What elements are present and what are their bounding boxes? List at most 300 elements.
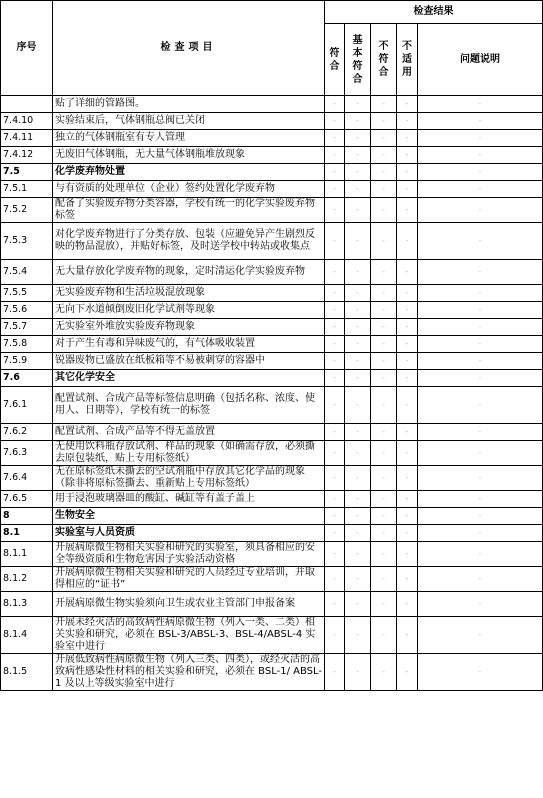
cell-marker: - bbox=[478, 133, 482, 142]
basic-conform-cell[interactable] bbox=[345, 567, 371, 592]
conform-cell[interactable] bbox=[325, 370, 345, 387]
cell-marker: - bbox=[356, 305, 359, 314]
conform-cell[interactable] bbox=[325, 387, 345, 424]
notes-cell[interactable] bbox=[418, 654, 543, 691]
check-item: 用于浸泡玻璃器皿的酸缸、碱缸等有盖子盖上 bbox=[53, 491, 325, 508]
conform-cell[interactable] bbox=[325, 654, 345, 691]
cell-marker: - bbox=[382, 448, 385, 457]
cell-marker: - bbox=[356, 236, 359, 245]
row-index: 7.5 bbox=[1, 164, 53, 181]
cell-marker: - bbox=[356, 511, 359, 520]
row-index: 7.6 bbox=[1, 370, 53, 387]
cell-marker: - bbox=[405, 427, 409, 436]
notes-cell[interactable] bbox=[418, 260, 543, 285]
cell-marker: - bbox=[405, 150, 409, 159]
row-index: 7.6.1 bbox=[1, 387, 53, 424]
cell-marker: - bbox=[405, 356, 409, 365]
conform-cell[interactable] bbox=[325, 592, 345, 617]
nonconform-cell[interactable] bbox=[371, 387, 397, 424]
cell-marker: - bbox=[405, 116, 409, 125]
nonconform-cell[interactable] bbox=[371, 508, 397, 525]
not-applicable-cell[interactable] bbox=[397, 617, 418, 654]
check-item: 无废旧气体钢瓶，无大量气体钢瓶堆放现象 bbox=[53, 147, 325, 164]
nonconform-cell[interactable] bbox=[371, 424, 397, 441]
header-notes: 问题说明 bbox=[418, 24, 543, 96]
check-item: 无实验废弃物和生活垃圾混放现象 bbox=[53, 285, 325, 302]
row-index: 7.4.12 bbox=[1, 147, 53, 164]
cell-marker: - bbox=[382, 305, 385, 314]
notes-cell[interactable] bbox=[418, 285, 543, 302]
cell-marker: - bbox=[382, 373, 385, 382]
notes-cell[interactable] bbox=[418, 441, 543, 466]
basic-conform-cell[interactable] bbox=[345, 302, 371, 319]
notes-cell[interactable] bbox=[418, 424, 543, 441]
notes-cell[interactable] bbox=[418, 592, 543, 617]
check-item: 配置试剂、合成产品等不得无盖放置 bbox=[53, 424, 325, 441]
cell-marker: - bbox=[333, 205, 336, 214]
basic-conform-cell[interactable] bbox=[345, 260, 371, 285]
not-applicable-cell[interactable] bbox=[397, 466, 418, 491]
cell-marker: - bbox=[356, 205, 359, 214]
nonconform-cell[interactable] bbox=[371, 491, 397, 508]
table-row bbox=[1, 491, 543, 508]
cell-marker: - bbox=[478, 473, 482, 482]
cell-marker: - bbox=[478, 494, 482, 503]
basic-conform-cell[interactable] bbox=[345, 542, 371, 567]
section-row bbox=[1, 508, 543, 525]
nonconform-cell[interactable] bbox=[371, 260, 397, 285]
nonconform-cell[interactable] bbox=[371, 617, 397, 654]
table-body bbox=[1, 96, 543, 691]
row-index: 8.1 bbox=[1, 525, 53, 542]
conform-cell[interactable] bbox=[325, 130, 345, 147]
notes-cell[interactable] bbox=[418, 508, 543, 525]
not-applicable-cell[interactable] bbox=[397, 441, 418, 466]
cell-marker: - bbox=[405, 133, 409, 142]
basic-conform-cell[interactable] bbox=[345, 654, 371, 691]
check-item: 贴了详细的管路图。 bbox=[53, 96, 325, 113]
not-applicable-cell[interactable] bbox=[397, 113, 418, 130]
cell-marker: - bbox=[333, 167, 336, 176]
not-applicable-cell[interactable] bbox=[397, 302, 418, 319]
not-applicable-cell[interactable] bbox=[397, 387, 418, 424]
table-row bbox=[1, 441, 543, 466]
check-item: 配置试剂、合成产品等标签信息明确（包括名称、浓度、使用人、日期等），学校有统一的标签 bbox=[53, 387, 325, 424]
notes-cell[interactable] bbox=[418, 525, 543, 542]
table-row bbox=[1, 198, 543, 223]
section-title: 化学废弃物处置 bbox=[53, 164, 325, 181]
table-row bbox=[1, 181, 543, 198]
table-row bbox=[1, 592, 543, 617]
cell-marker: - bbox=[356, 150, 359, 159]
row-index: 7.5.5 bbox=[1, 285, 53, 302]
cell-marker: - bbox=[382, 205, 385, 214]
not-applicable-cell[interactable] bbox=[397, 130, 418, 147]
row-index: 8 bbox=[1, 508, 53, 525]
cell-marker: - bbox=[356, 133, 359, 142]
conform-cell[interactable] bbox=[325, 164, 345, 181]
nonconform-cell[interactable] bbox=[371, 466, 397, 491]
cell-marker: - bbox=[333, 528, 336, 537]
conform-cell[interactable] bbox=[325, 525, 345, 542]
cell-marker: - bbox=[478, 167, 482, 176]
basic-conform-cell[interactable] bbox=[345, 387, 371, 424]
cell-marker: - bbox=[405, 339, 409, 348]
not-applicable-cell[interactable] bbox=[397, 353, 418, 370]
conform-cell[interactable] bbox=[325, 302, 345, 319]
check-item: 锐器废物已盛放在纸板箱等不易被刺穿的容器中 bbox=[53, 353, 325, 370]
cell-marker: - bbox=[333, 184, 336, 193]
check-item: 独立的气体钢瓶室有专人管理 bbox=[53, 130, 325, 147]
cell-marker: - bbox=[478, 599, 482, 608]
header-index: 序号 bbox=[1, 1, 53, 96]
conform-cell[interactable] bbox=[325, 260, 345, 285]
conform-cell[interactable] bbox=[325, 147, 345, 164]
cell-marker: - bbox=[356, 599, 359, 608]
row-index: 8.1.2 bbox=[1, 567, 53, 592]
notes-cell[interactable] bbox=[418, 387, 543, 424]
cell-marker: - bbox=[405, 167, 409, 176]
not-applicable-cell[interactable] bbox=[397, 260, 418, 285]
section-title: 生物安全 bbox=[53, 508, 325, 525]
notes-cell[interactable] bbox=[418, 164, 543, 181]
nonconform-cell[interactable] bbox=[371, 567, 397, 592]
not-applicable-cell[interactable] bbox=[397, 525, 418, 542]
cell-marker: - bbox=[333, 116, 336, 125]
cell-marker: - bbox=[405, 473, 409, 482]
conform-cell[interactable] bbox=[325, 336, 345, 353]
basic-conform-cell[interactable] bbox=[345, 285, 371, 302]
cell-marker: - bbox=[405, 630, 409, 639]
notes-cell[interactable] bbox=[418, 353, 543, 370]
cell-marker: - bbox=[333, 373, 336, 382]
conform-cell[interactable] bbox=[325, 424, 345, 441]
row-index: 7.5.8 bbox=[1, 336, 53, 353]
not-applicable-cell[interactable] bbox=[397, 223, 418, 260]
notes-cell[interactable] bbox=[418, 491, 543, 508]
nonconform-cell[interactable] bbox=[371, 96, 397, 113]
conform-cell[interactable] bbox=[325, 223, 345, 260]
cell-marker: - bbox=[382, 356, 385, 365]
notes-cell[interactable] bbox=[418, 567, 543, 592]
conform-cell[interactable] bbox=[325, 466, 345, 491]
notes-cell[interactable] bbox=[418, 96, 543, 113]
conform-cell[interactable] bbox=[325, 542, 345, 567]
section-row bbox=[1, 525, 543, 542]
cell-marker: - bbox=[356, 373, 359, 382]
nonconform-cell[interactable] bbox=[371, 181, 397, 198]
notes-cell[interactable] bbox=[418, 113, 543, 130]
basic-conform-cell[interactable] bbox=[345, 592, 371, 617]
cell-marker: - bbox=[356, 667, 359, 676]
not-applicable-cell[interactable] bbox=[397, 424, 418, 441]
cell-marker: - bbox=[333, 473, 336, 482]
conform-cell[interactable] bbox=[325, 441, 345, 466]
check-item: 无使用饮料瓶存放试剂、样品的现象（如确需存放，必须撕去原包装纸，贴上专用标签纸） bbox=[53, 441, 325, 466]
table-row bbox=[1, 96, 543, 113]
row-index: 7.6.3 bbox=[1, 441, 53, 466]
nonconform-cell[interactable] bbox=[371, 147, 397, 164]
cell-marker: - bbox=[478, 448, 482, 457]
nonconform-cell[interactable] bbox=[371, 525, 397, 542]
section-row bbox=[1, 370, 543, 387]
basic-conform-cell[interactable] bbox=[345, 181, 371, 198]
basic-conform-cell[interactable] bbox=[345, 353, 371, 370]
cell-marker: - bbox=[405, 599, 409, 608]
table-row bbox=[1, 285, 543, 302]
basic-conform-cell[interactable] bbox=[345, 466, 371, 491]
notes-cell[interactable] bbox=[418, 181, 543, 198]
cell-marker: - bbox=[478, 305, 482, 314]
nonconform-cell[interactable] bbox=[371, 198, 397, 223]
basic-conform-cell[interactable] bbox=[345, 336, 371, 353]
not-applicable-cell[interactable] bbox=[397, 336, 418, 353]
nonconform-cell[interactable] bbox=[371, 592, 397, 617]
check-item: 开展病原微生物相关实验和研究的人员经过专业培训，并取得相应的“证书” bbox=[53, 567, 325, 592]
nonconform-cell[interactable] bbox=[371, 113, 397, 130]
not-applicable-cell[interactable] bbox=[397, 370, 418, 387]
check-item: 开展病原微生物实验须向卫生或农业主管部门申报备案 bbox=[53, 592, 325, 617]
cell-marker: - bbox=[382, 116, 385, 125]
notes-cell[interactable] bbox=[418, 130, 543, 147]
basic-conform-cell[interactable] bbox=[345, 164, 371, 181]
header-conform-text: 符合 bbox=[329, 47, 340, 72]
not-applicable-cell[interactable] bbox=[397, 508, 418, 525]
cell-marker: - bbox=[356, 473, 359, 482]
table-row bbox=[1, 567, 543, 592]
table-row bbox=[1, 353, 543, 370]
conform-cell[interactable] bbox=[325, 285, 345, 302]
conform-cell[interactable] bbox=[325, 353, 345, 370]
conform-cell[interactable] bbox=[325, 113, 345, 130]
cell-marker: - bbox=[333, 427, 336, 436]
nonconform-cell[interactable] bbox=[371, 223, 397, 260]
table-row bbox=[1, 654, 543, 691]
cell-marker: - bbox=[356, 427, 359, 436]
table-row bbox=[1, 466, 543, 491]
row-index: 7.5.9 bbox=[1, 353, 53, 370]
row-index: 7.4.11 bbox=[1, 130, 53, 147]
cell-marker: - bbox=[382, 339, 385, 348]
cell-marker: - bbox=[478, 356, 482, 365]
row-index: 7.5.3 bbox=[1, 223, 53, 260]
cell-marker: - bbox=[333, 150, 336, 159]
table-row bbox=[1, 302, 543, 319]
cell-marker: - bbox=[333, 267, 336, 276]
table-row bbox=[1, 260, 543, 285]
cell-marker: - bbox=[478, 574, 482, 583]
cell-marker: - bbox=[356, 288, 359, 297]
basic-conform-cell[interactable] bbox=[345, 147, 371, 164]
cell-marker: - bbox=[405, 267, 409, 276]
not-applicable-cell[interactable] bbox=[397, 181, 418, 198]
cell-marker: - bbox=[333, 448, 336, 457]
check-item: 无在原标签纸未撕去的空试剂瓶中存放其它化学品的现象（除非将原标签撕去、重新贴上专用标签纸） bbox=[53, 466, 325, 491]
nonconform-cell[interactable] bbox=[371, 164, 397, 181]
table-row bbox=[1, 542, 543, 567]
cell-marker: - bbox=[356, 267, 359, 276]
row-index: 7.5.2 bbox=[1, 198, 53, 223]
cell-marker: - bbox=[478, 150, 482, 159]
cell-marker: - bbox=[382, 267, 385, 276]
conform-cell[interactable] bbox=[325, 319, 345, 336]
basic-conform-cell[interactable] bbox=[345, 113, 371, 130]
not-applicable-cell[interactable] bbox=[397, 592, 418, 617]
not-applicable-cell[interactable] bbox=[397, 96, 418, 113]
notes-cell[interactable] bbox=[418, 542, 543, 567]
cell-marker: - bbox=[478, 427, 482, 436]
basic-conform-cell[interactable] bbox=[345, 424, 371, 441]
cell-marker: - bbox=[356, 322, 359, 331]
check-item: 对化学废弃物进行了分类存放、包装（应避免异产生剧烈反映的物品混放），并贴好标签，及时送学校中转站或收集点 bbox=[53, 223, 325, 260]
cell-marker: - bbox=[356, 494, 359, 503]
cell-marker: - bbox=[356, 448, 359, 457]
check-item: 实验结束后，气体钢瓶总阀已关闭 bbox=[53, 113, 325, 130]
not-applicable-cell[interactable] bbox=[397, 654, 418, 691]
cell-marker: - bbox=[333, 99, 336, 108]
nonconform-cell[interactable] bbox=[371, 654, 397, 691]
basic-conform-cell[interactable] bbox=[345, 441, 371, 466]
header-basic-conform-text: 基本符合 bbox=[352, 34, 363, 85]
nonconform-cell[interactable] bbox=[371, 130, 397, 147]
cell-marker: - bbox=[333, 288, 336, 297]
notes-cell[interactable] bbox=[418, 617, 543, 654]
cell-marker: - bbox=[405, 205, 409, 214]
row-index: 7.6.5 bbox=[1, 491, 53, 508]
cell-marker: - bbox=[382, 473, 385, 482]
row-index: 8.1.3 bbox=[1, 592, 53, 617]
basic-conform-cell[interactable] bbox=[345, 198, 371, 223]
basic-conform-cell[interactable] bbox=[345, 96, 371, 113]
nonconform-cell[interactable] bbox=[371, 319, 397, 336]
nonconform-cell[interactable] bbox=[371, 353, 397, 370]
not-applicable-cell[interactable] bbox=[397, 542, 418, 567]
table-row bbox=[1, 617, 543, 654]
cell-marker: - bbox=[333, 574, 336, 583]
basic-conform-cell[interactable] bbox=[345, 617, 371, 654]
cell-marker: - bbox=[333, 133, 336, 142]
section-row bbox=[1, 164, 543, 181]
cell-marker: - bbox=[478, 236, 482, 245]
row-index: 7.5.7 bbox=[1, 319, 53, 336]
not-applicable-cell[interactable] bbox=[397, 319, 418, 336]
cell-marker: - bbox=[333, 549, 336, 558]
cell-marker: - bbox=[382, 236, 385, 245]
basic-conform-cell[interactable] bbox=[345, 130, 371, 147]
cell-marker: - bbox=[356, 116, 359, 125]
notes-cell[interactable] bbox=[418, 466, 543, 491]
cell-marker: - bbox=[333, 494, 336, 503]
nonconform-cell[interactable] bbox=[371, 542, 397, 567]
check-item: 无大量存放化学废弃物的现象，定时清运化学实验废弃物 bbox=[53, 260, 325, 285]
conform-cell[interactable] bbox=[325, 181, 345, 198]
conform-cell[interactable] bbox=[325, 491, 345, 508]
nonconform-cell[interactable] bbox=[371, 285, 397, 302]
cell-marker: - bbox=[478, 288, 482, 297]
notes-cell[interactable] bbox=[418, 370, 543, 387]
table-row bbox=[1, 319, 543, 336]
notes-cell[interactable] bbox=[418, 198, 543, 223]
cell-marker: - bbox=[356, 574, 359, 583]
header-result-group: 检查结果 bbox=[325, 1, 543, 24]
cell-marker: - bbox=[333, 630, 336, 639]
notes-cell[interactable] bbox=[418, 223, 543, 260]
nonconform-cell[interactable] bbox=[371, 370, 397, 387]
row-index bbox=[1, 96, 53, 113]
basic-conform-cell[interactable] bbox=[345, 319, 371, 336]
cell-marker: - bbox=[356, 99, 359, 108]
check-item: 开展低致病性病原微生物（列入三类、四类），或经灭活的高致病性感染性材料的相关实验和研究，必须在 BSL-1/ ABSL-1 及以上等级实验室中进行 bbox=[53, 654, 325, 691]
table-row bbox=[1, 223, 543, 260]
basic-conform-cell[interactable] bbox=[345, 525, 371, 542]
cell-marker: - bbox=[333, 339, 336, 348]
basic-conform-cell[interactable] bbox=[345, 508, 371, 525]
cell-marker: - bbox=[405, 667, 409, 676]
cell-marker: - bbox=[356, 400, 359, 409]
row-index: 7.6.4 bbox=[1, 466, 53, 491]
not-applicable-cell[interactable] bbox=[397, 285, 418, 302]
cell-marker: - bbox=[382, 427, 385, 436]
cell-marker: - bbox=[333, 599, 336, 608]
cell-marker: - bbox=[356, 339, 359, 348]
notes-cell[interactable] bbox=[418, 336, 543, 353]
not-applicable-cell[interactable] bbox=[397, 198, 418, 223]
conform-cell[interactable] bbox=[325, 567, 345, 592]
nonconform-cell[interactable] bbox=[371, 336, 397, 353]
notes-cell[interactable] bbox=[418, 147, 543, 164]
cell-marker: - bbox=[382, 549, 385, 558]
not-applicable-cell[interactable] bbox=[397, 164, 418, 181]
cell-marker: - bbox=[333, 322, 336, 331]
cell-marker: - bbox=[382, 574, 385, 583]
conform-cell[interactable] bbox=[325, 198, 345, 223]
cell-marker: - bbox=[405, 305, 409, 314]
conform-cell[interactable] bbox=[325, 508, 345, 525]
cell-marker: - bbox=[333, 511, 336, 520]
table-row bbox=[1, 147, 543, 164]
notes-cell[interactable] bbox=[418, 319, 543, 336]
header-conform bbox=[325, 24, 345, 96]
header-not-applicable-text: 不适用 bbox=[402, 41, 412, 78]
basic-conform-cell[interactable] bbox=[345, 370, 371, 387]
nonconform-cell[interactable] bbox=[371, 302, 397, 319]
cell-marker: - bbox=[333, 356, 336, 365]
header-item: 检查项目 bbox=[53, 1, 325, 96]
check-item: 配备了实验废弃物分类容器，学校有统一的化学实验废弃物标签 bbox=[53, 198, 325, 223]
table-row bbox=[1, 336, 543, 353]
cell-marker: - bbox=[478, 116, 482, 125]
table-row bbox=[1, 424, 543, 441]
notes-cell[interactable] bbox=[418, 302, 543, 319]
not-applicable-cell[interactable] bbox=[397, 567, 418, 592]
cell-marker: - bbox=[382, 511, 385, 520]
conform-cell[interactable] bbox=[325, 96, 345, 113]
check-item: 与有资质的处理单位（企业）签约处置化学废弃物 bbox=[53, 181, 325, 198]
basic-conform-cell[interactable] bbox=[345, 491, 371, 508]
conform-cell[interactable] bbox=[325, 617, 345, 654]
cell-marker: - bbox=[405, 99, 409, 108]
cell-marker: - bbox=[478, 99, 482, 108]
cell-marker: - bbox=[405, 549, 409, 558]
nonconform-cell[interactable] bbox=[371, 441, 397, 466]
row-index: 8.1.1 bbox=[1, 542, 53, 567]
not-applicable-cell[interactable] bbox=[397, 491, 418, 508]
not-applicable-cell[interactable] bbox=[397, 147, 418, 164]
header-nonconform-text: 不符合 bbox=[378, 41, 389, 78]
basic-conform-cell[interactable] bbox=[345, 223, 371, 260]
cell-marker: - bbox=[382, 528, 385, 537]
row-index: 8.1.4 bbox=[1, 617, 53, 654]
